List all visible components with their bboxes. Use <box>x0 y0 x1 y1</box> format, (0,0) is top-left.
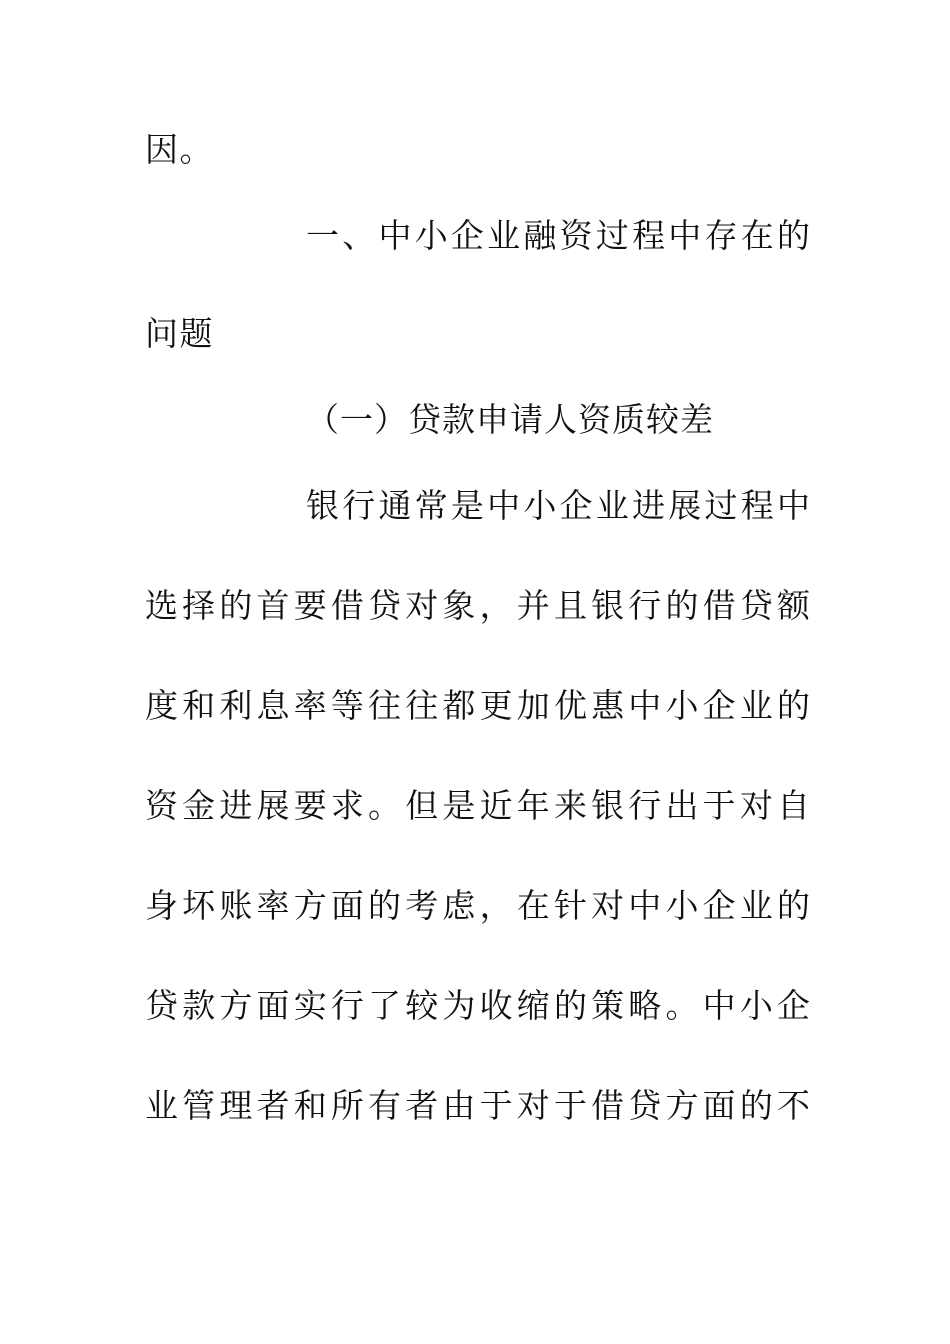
section-heading-line-2: 问题 <box>145 314 214 353</box>
body-text-line-2: 选择的首要借贷对象，并且银行的借贷额 <box>145 586 810 625</box>
body-text-line-3: 度和利息率等往往都更加优惠中小企业的 <box>145 686 810 725</box>
body-text-line-4: 资金进展要求。但是近年来银行出于对自 <box>145 786 810 825</box>
subsection-heading: （一）贷款申请人资质较差 <box>306 400 714 439</box>
body-text-line-1: 银行通常是中小企业进展过程中 <box>306 486 810 525</box>
body-text-line-6: 贷款方面实行了较为收缩的策略。中小企 <box>145 986 810 1025</box>
section-heading-line-1: 一、中小企业融资过程中存在的 <box>306 216 810 255</box>
body-text-line-7: 业管理者和所有者由于对于借贷方面的不 <box>145 1086 810 1125</box>
paragraph-end-line: 因。 <box>145 130 214 169</box>
body-text-line-5: 身坏账率方面的考虑，在针对中小企业的 <box>145 886 810 925</box>
